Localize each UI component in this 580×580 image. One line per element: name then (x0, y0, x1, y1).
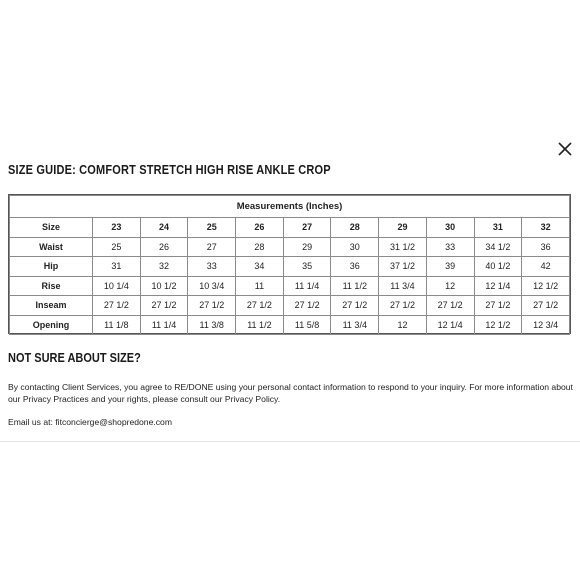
table-cell: 30 (426, 218, 474, 238)
modal-title: SIZE GUIDE: COMFORT STRETCH HIGH RISE ANKLE CROP (8, 163, 331, 177)
table-cell: 12 1/4 (474, 276, 522, 296)
table-cell: 27 (188, 237, 236, 257)
table-cell: 32 (522, 218, 570, 238)
table-cell: 27 1/2 (426, 296, 474, 316)
table-cell: 10 3/4 (188, 276, 236, 296)
table-cell: 11 1/2 (236, 315, 284, 335)
table-cell: 10 1/2 (140, 276, 188, 296)
table-cell: 26 (140, 237, 188, 257)
table-cell: 27 1/2 (331, 296, 379, 316)
table-cell: 25 (188, 218, 236, 238)
help-heading: NOT SURE ABOUT SIZE? (8, 351, 141, 365)
table-row (10, 257, 570, 277)
table-cell: 12 1/2 (522, 276, 570, 296)
row-label: Hip (10, 257, 93, 277)
table-cell: 12 (379, 315, 427, 335)
size-table-container (8, 194, 571, 334)
row-label: Inseam (10, 296, 93, 316)
privacy-text-1: By contacting Client Services, you agree to RE/DONE using your personal contact information to respond to your inquiry. For more information about our (8, 382, 573, 405)
table-cell: 27 1/2 (236, 296, 284, 316)
table-cell: 27 1/2 (522, 296, 570, 316)
table-cell: 11 (236, 276, 284, 296)
table-cell: 31 1/2 (379, 237, 427, 257)
table-cell: 11 3/8 (188, 315, 236, 335)
table-cell: 12 (426, 276, 474, 296)
table-cell: 10 1/4 (93, 276, 141, 296)
table-cell: 23 (93, 218, 141, 238)
table-cell: 11 3/4 (379, 276, 427, 296)
table-cell: 36 (331, 257, 379, 277)
table-row (10, 276, 570, 296)
table-cell: 36 (522, 237, 570, 257)
table-caption-row (10, 196, 570, 218)
table-cell: 27 1/2 (188, 296, 236, 316)
table-cell: 28 (236, 237, 284, 257)
table-cell: 26 (236, 218, 284, 238)
table-cell: 11 1/4 (140, 315, 188, 335)
table-cell: 37 1/2 (379, 257, 427, 277)
row-label: Size (10, 218, 93, 238)
table-cell: 33 (188, 257, 236, 277)
table-cell: 39 (426, 257, 474, 277)
table-cell: 27 1/2 (474, 296, 522, 316)
privacy-paragraph (8, 381, 573, 406)
table-cell: 34 (236, 257, 284, 277)
table-cell: 27 1/2 (283, 296, 331, 316)
table-cell: 40 1/2 (474, 257, 522, 277)
table-cell: 12 1/2 (474, 315, 522, 335)
table-cell: 12 3/4 (522, 315, 570, 335)
privacy-practices-link[interactable]: Privacy Practices (22, 394, 89, 405)
table-cell: 31 (93, 257, 141, 277)
divider (0, 441, 580, 442)
table-cell: 32 (140, 257, 188, 277)
table-cell: 11 1/2 (331, 276, 379, 296)
size-table (9, 195, 570, 335)
table-cell: 24 (140, 218, 188, 238)
table-cell: 31 (474, 218, 522, 238)
table-cell: 34 1/2 (474, 237, 522, 257)
privacy-policy-link[interactable]: Privacy Policy (224, 394, 278, 405)
table-cell: 42 (522, 257, 570, 277)
row-label: Waist (10, 237, 93, 257)
table-row (10, 315, 570, 335)
table-cell: 11 5/8 (283, 315, 331, 335)
email-line (8, 417, 172, 427)
table-cell: 11 1/8 (93, 315, 141, 335)
table-cell: 29 (379, 218, 427, 238)
table-cell: 12 1/4 (426, 315, 474, 335)
table-cell: 11 1/4 (283, 276, 331, 296)
table-caption: Measurements (Inches) (10, 196, 570, 218)
table-row (10, 218, 570, 238)
row-label: Rise (10, 276, 93, 296)
email-prefix: Email us at: (8, 417, 56, 427)
table-cell: 27 (283, 218, 331, 238)
table-cell: 27 1/2 (379, 296, 427, 316)
table-row (10, 296, 570, 316)
table-cell: 28 (331, 218, 379, 238)
table-cell: 35 (283, 257, 331, 277)
table-cell: 30 (331, 237, 379, 257)
email-link[interactable]: fitconcierge@shopredone.com (55, 417, 172, 427)
privacy-text-2: and your rights, please consult our (88, 394, 225, 405)
table-cell: 29 (283, 237, 331, 257)
table-cell: 11 3/4 (331, 315, 379, 335)
table-cell: 27 1/2 (140, 296, 188, 316)
row-label: Opening (10, 315, 93, 335)
privacy-text-3: . (277, 394, 281, 405)
table-cell: 27 1/2 (93, 296, 141, 316)
table-cell: 25 (93, 237, 141, 257)
close-icon[interactable] (556, 140, 574, 158)
table-row (10, 237, 570, 257)
table-cell: 33 (426, 237, 474, 257)
